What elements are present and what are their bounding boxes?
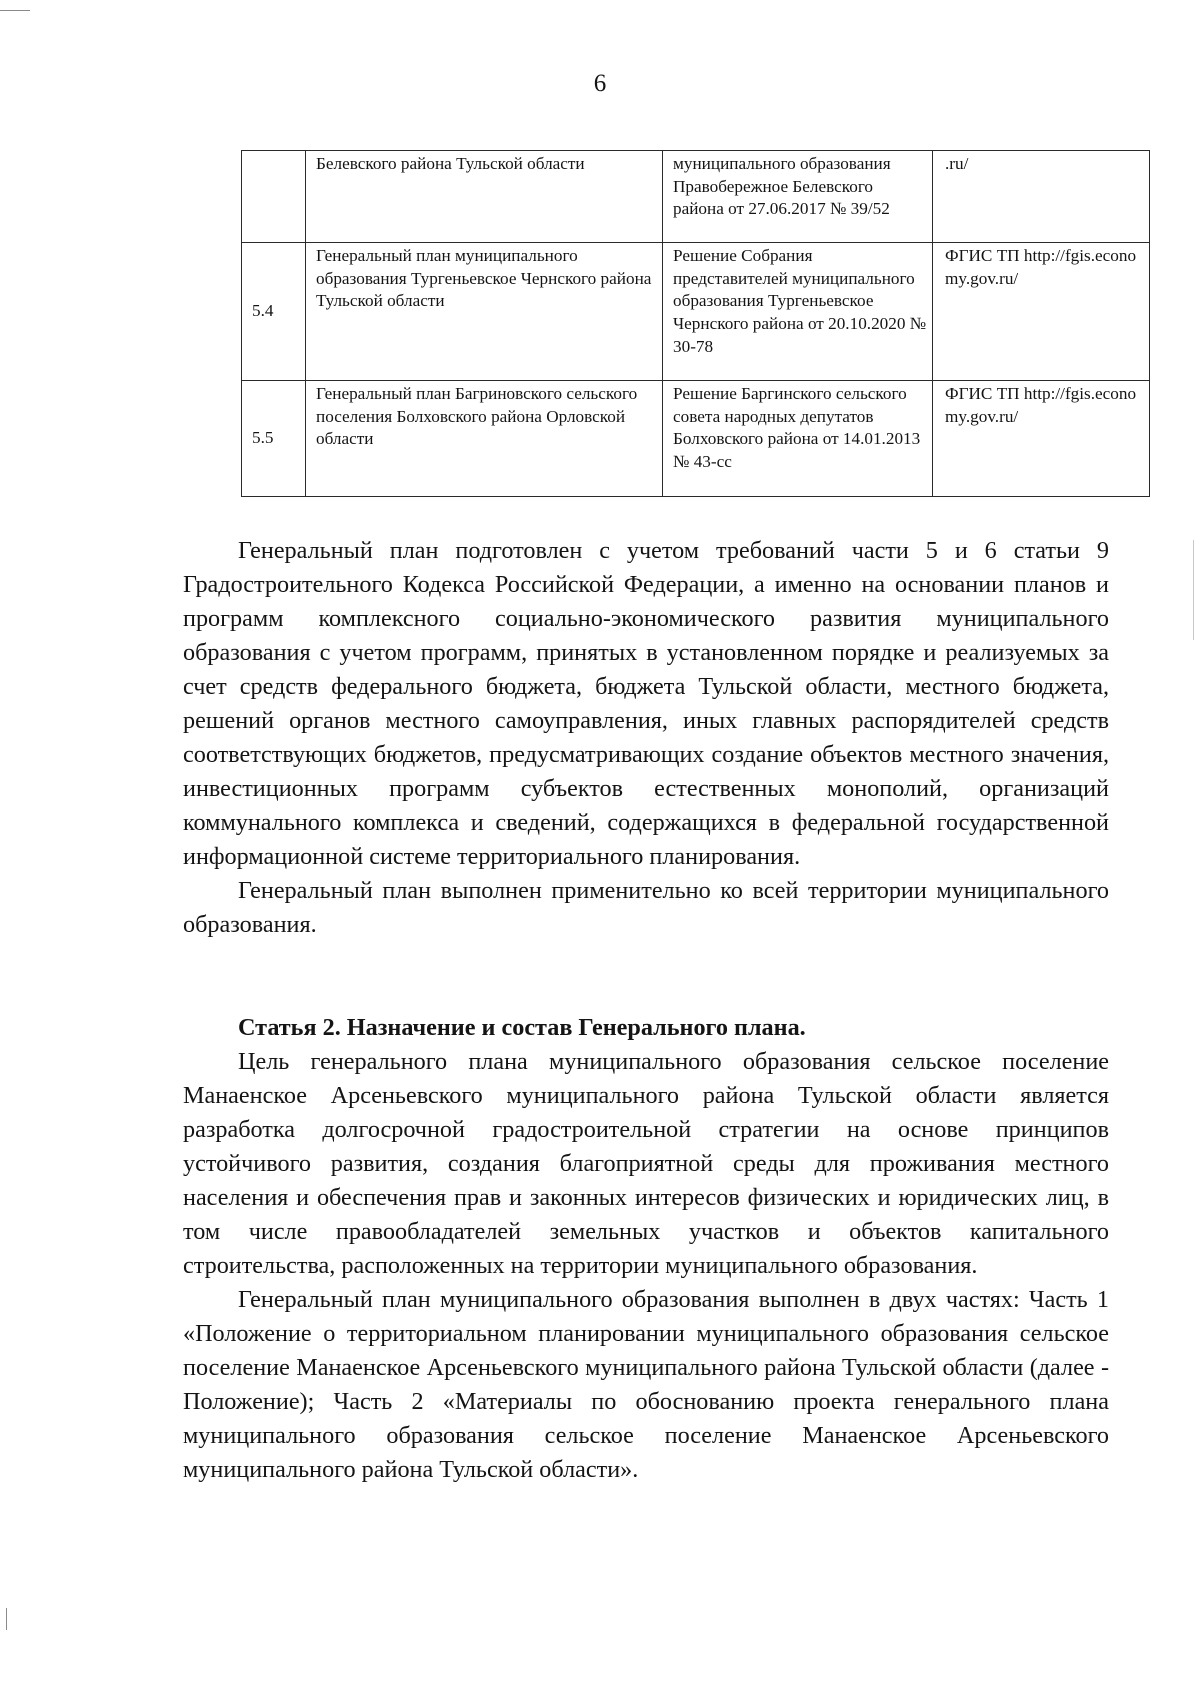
paragraph-structure: Генеральный план муниципального образования выполнен в двух частях: Часть 1 «Положение о территориальном планировании муниципального образования сельское поселение Манаенское Арсеньевского муниципального района Тульской области (далее - Положение); Часть 2 «Материалы по обоснованию проекта генерального плана муниципального образования сельское поселение Манаенское Арсеньевского муниципального района Тульской области». <box>183 1286 1109 1483</box>
body-text-top <box>183 534 1109 942</box>
paragraph-territory: Генеральный план выполнен применительно ко всей территории муниципального образования. <box>183 877 1109 938</box>
row-number: 5.4 <box>242 243 306 381</box>
scan-edge-mark-top <box>0 10 30 11</box>
page-number: 6 <box>593 70 607 97</box>
source-link: ФГИС ТП http://fgis.economy.gov.ru/ <box>933 243 1150 381</box>
source-link: .ru/ <box>933 151 1150 243</box>
scan-edge-mark-bottom <box>6 1608 7 1630</box>
row-number: 5.5 <box>242 381 306 497</box>
paragraph-legal-basis: Генеральный план подготовлен с учетом требований части 5 и 6 статьи 9 Градостроительного Кодекса Российской Федерации, а именно на основании планов и программ комплексного социально-экономического развития муниципального образования с учетом программ, принятых в установленном порядке и реализуемых за счет средств федерального бюджета, бюджета Тульской области, местного бюджета, решений органов местного самоуправления, иных главных распорядителей средств соответствующих бюджетов, предусматривающих создание объектов местного значения, инвестиционных программ субъектов естественных монополий, организаций коммунального комплекса и сведений, содержащихся в федеральной государственной информационной системе территориального планирования. <box>183 537 1109 870</box>
plan-name: Генеральный план Багриновского сельского поселения Болховского района Орловской области <box>306 381 663 497</box>
source-link: ФГИС ТП http://fgis.economy.gov.ru/ <box>933 381 1150 497</box>
paragraph-purpose: Цель генерального плана муниципального образования сельское поселение Манаенское Арсеньевского муниципального района Тульской области является разработка долгосрочной градостроительной стратегии на основе принципов устойчивого развития, создания благоприятной среды для проживания местного населения и обеспечения прав и законных интересов физических и юридических лиц, в том числе правообладателей земельных участков и объектов капитального строительства, расположенных на территории муниципального образования. <box>183 1048 1109 1279</box>
scan-edge-mark-right <box>1193 540 1194 640</box>
table-row <box>242 151 1150 243</box>
plan-name: Белевского района Тульской области <box>306 151 663 243</box>
body-text-article-2 <box>183 1011 1109 1487</box>
approval-decision: муниципального образования Правобережное Белевского района от 27.06.2017 № 39/52 <box>663 151 933 243</box>
table-row <box>242 381 1150 497</box>
documents-table <box>241 150 1150 497</box>
article-heading: Статья 2. Назначение и состав Генерального плана. <box>238 1014 806 1041</box>
row-number <box>242 151 306 243</box>
plan-name: Генеральный план муниципального образования Тургеньевское Чернского района Тульской области <box>306 243 663 381</box>
approval-decision: Решение Баргинского сельского совета народных депутатов Болховского района от 14.01.2013 № 43-сс <box>663 381 933 497</box>
table-row <box>242 243 1150 381</box>
approval-decision: Решение Собрания представителей муниципального образования Тургеньевское Чернского района от 20.10.2020 № 30-78 <box>663 243 933 381</box>
